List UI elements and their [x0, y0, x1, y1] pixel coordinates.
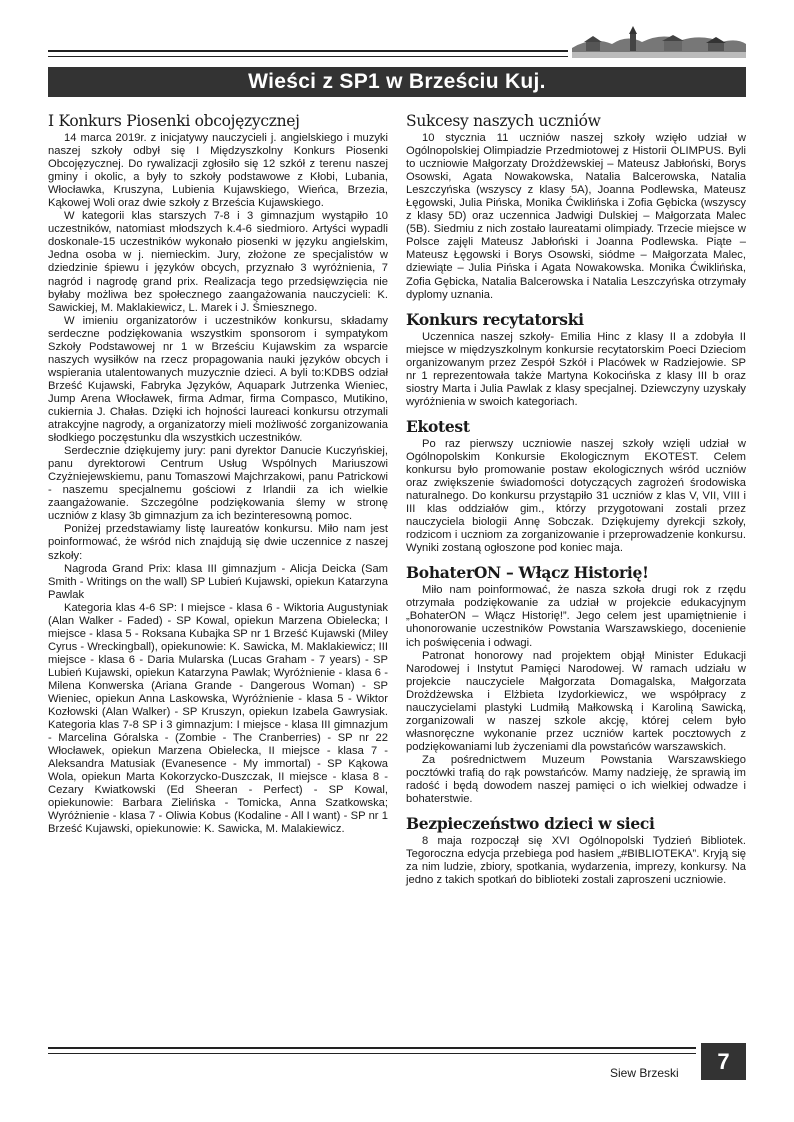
publication-name: Siew Brzeski [610, 1066, 679, 1080]
paragraph: Serdecznie dziękujemy jury: pani dyrektor Danucie Kuczyńskiej, panu dyrektorowi Centrum Usług Wspólnych Mariuszowi Czyżniejewskiemu, panu Tomaszowi Majchrzakowi, panu Patrickowi - naszemu specjalnemu gościowi z Irlandii za ich wielkie zaangażowanie. Szczególne podziękowania ślemy w stronę uczniów z klasy 3b gimnazjum za ich bezinteresowną pomoc. [48, 445, 388, 523]
paragraph: Kategoria klas 4-6 SP: I miejsce - klasa 6 - Wiktoria Augustyniak (Alan Walker - Faded) - SP Kowal, opiekun Marzena Obielecka; I miejsce - klasa 5 - Roksana Kubajka SP nr 1 Brześć Kujawski (Miley Cyrus - Wreckingball), opiekunowie: K. Sawicka, M. Maklakiewicz; III miejsce - klasa 6 - Daria Mularska (Lucas Graham - 7 years) - SP Lubień Kujawski, opiekun Katarzyna Pawlak; Wyróżnienie - klasa 6 - Milena Konwerska (Ariana Grande - Dangerous Woman) - SP Wieniec, opiekun Anna Laskowska, Wyróżnienie - klasa 5 - Wiktor Kozłowski (Alan Walker) - SP Kruszyn, opiekun Izabela Gawrysiak. Kategoria klas 7-8 SP i 3 gimnazjum: I miejsce - klasa III gimnazjum - Marcelina Góralska - (Zombie - The Cranberries) - SP nr 22 Włocławek, opiekun Marzena Obielecka, II miejsce - klasa 7 - Aleksandra Matusiak (Evanesence - My immortal) - SP Kąkowa Wola, opiekun Marta Kokorzycko-Duszczak, II miejsce - klasa 8 - Cezary Kwiatkowski (Ed Sheeran - Perfect) - SP Kowal, opiekunowie: Barbara Zielińska - Tomicka, Anna Szatkowska; Wyróżnienie - klasa 7 - Oliwia Kobus (Kodaline - All I want) - SP nr 1 Brześć Kujawski, opiekunowie: K. Sawicka, M. Malakiewicz. [48, 601, 388, 836]
page-number: 7 [701, 1043, 746, 1080]
paragraph: W kategorii klas starszych 7-8 i 3 gimnazjum wystąpiło 10 uczestników, natomiast młodszych k.4-6 siedmioro. Artyści wypadli doskonale-15 uczestników wykonało piosenki w języku angielskim, Jedna osoba w j. niemieckim. Jury, złożone ze specjalistów w dziedzinie śpiewu i języków obcych, przyznało 3 wyróżnienia, 7 nagród i nagrodę grand prix. Realizacja tego przedsięwzięcia nie byłaby możliwa bez społecznego zaangażowania nauczycieli: K. Sawickiej, M. Maklakiewicz, L. Marek i J. Śmiesznego. [48, 210, 388, 314]
article-title: BohaterON – Włącz Historię! [406, 563, 649, 583]
paragraph: Poniżej przedstawiamy listę laureatów konkursu. Miło nam jest poinformować, że wśród nich znajdują się dwie uczennice z naszej szkoły: [48, 523, 388, 562]
paragraph: Patronat honorowy nad projektem objął Minister Edukacji Narodowej i Instytut Pamięci Narodowej. W ramach udziału w projekcie nauczyciele Małgorzata Domagalska, Małgorzata Drożdżewska i Elżbieta Izydorkiewicz, we współpracy z nauczycielami plastyki Ludmiłą Małkowską i Karoliną Sawicką, zorganizowali w naszej szkole akcję, której celem było własnoręczne wykonanie przez uczniów kartek pocztowych z podziękowaniami lub życzeniami dla powstańców warszawskich. [406, 649, 746, 753]
left-column [48, 112, 388, 837]
article-title: Sukcesy naszych uczniów [406, 112, 601, 130]
paragraph: Za pośrednictwem Muzeum Powstania Warszawskiego pocztówki trafią do rąk powstańców. Mamy nadzieję, że sprawią im radość i będą dowodem naszej pamięci o ich wielkiej odwadze i bohaterstwie. [406, 753, 746, 806]
paragraph: Miło nam poinformować, że nasza szkoła drugi rok z rzędu otrzymała podziękowanie za udział w projekcie edukacyjnym „BohaterON – Włącz Historię!”. Jego celem jest upamiętnienie i uhonorowanie uczestników Powstania Warszawskiego, docenienie ich poświęcenia i odwagi. [406, 584, 746, 649]
article-title: I Konkurs Piosenki obcojęzycznej [48, 112, 300, 130]
article-section [406, 418, 746, 555]
paragraph: 14 marca 2019r. z inicjatywy nauczycieli j. angielskiego i muzyki naszej szkoły odbył się I Międzyszkolny Konkurs Piosenki Obcojęzycznej. Do rywalizacji zgłosiło się 12 szkół z terenu naszej gminy i okolic, a były to szkoły podstawowe z Kłobi, Lubania, Włocławka, Kruszyna, Lubienia Kujawskiego, Wieńca, Brzezia, Kąkowej Woli oraz dwie szkoły z Brześcia Kujawskiego. [48, 132, 388, 210]
article-section [406, 564, 746, 806]
paragraph: Uczennica naszej szkoły- Emilia Hinc z klasy II a zdobyła II miejsce w międzyszkolnym konkursie recytatorskim Poeci Dzieciom organizowanym przez Zespół Szkół i Placówek w Radziejowie. SP nr 1 reprezentowała także Martyna Kokocińska z klasy III b oraz siostry Marta i Julia Pawlak z klasy specjalnej. Dziewczyny uzyskały wyróżnienia w swoich kategoriach. [406, 330, 746, 408]
article-title: Konkurs recytatorski [406, 309, 584, 329]
article-section [406, 112, 746, 302]
paragraph: Nagroda Grand Prix: klasa III gimnazjum - Alicja Deicka (Sam Smith - Writings on the wall) SP Lubień Kujawski, opiekun Katarzyna Pawlak [48, 562, 388, 601]
section-banner: Wieści z SP1 w Brześciu Kuj. [48, 67, 746, 97]
article-title: Ekotest [406, 416, 470, 436]
article-title: Bezpieczeństwo dzieci w sieci [406, 814, 655, 834]
article-section [406, 311, 746, 409]
header-rule-thin [48, 56, 568, 57]
right-column [406, 112, 746, 887]
paragraph: 8 maja rozpoczął się XVI Ogólnopolski Tydzień Bibliotek. Tegoroczna edycja przebiega pod hasłem „#BIBLIOTEKA”. Kryją się za nim ludzie, zbiory, spotkania, wydarzenia, imprezy, konkursy. Na jedno z takich spotkań do biblioteki zostali zaproszeni uczniowie. [406, 835, 746, 887]
village-skyline-image [572, 24, 746, 58]
footer-rule-thin [48, 1053, 696, 1054]
paragraph: Po raz pierwszy uczniowie naszej szkoły wzięli udział w Ogólnopolskim Konkursie Ekologicznym EKOTEST. Celem konkursu było promowanie postaw ekologicznych wśród uczniów oraz zwiększenie świadomości dotyczących zagrożeń środowiska naturalnego. Do konkursu przystąpiło 31 uczniów z klas V, VII, VIII i III klas oddziałów gim., którzy przygotowani zostali przez nauczyciela biologii Annę Sobczak. Dziękujemy dyrekcji szkoły, rodzicom i uczniom za zorganizowanie i przeprowadzenie konkursu. Wyniki zostaną ogłoszone pod koniec maja. [406, 437, 746, 555]
footer-rule [48, 1047, 696, 1049]
header-rule [48, 50, 568, 52]
article-section [406, 815, 746, 887]
paragraph: W imieniu organizatorów i uczestników konkursu, składamy serdeczne podziękowania wszystkim sponsorom i sympatykom Szkoły Podstawowej nr 1 w Brześciu Kujawskim za wsparcie naszych wysiłków na rzecz propagowania nauki języków obcych i wspierania utalentowanych muzycznie dzieci. A byli to:KDBS odział Brześć Kujawski, Fabryka Języków, Aquapark Jutrzenka Wieniec, Jump Arena Włocławek, firma Admar, firma Compasco, Mutikino, cukiernia J. Chałas. Dzięki ich hojności laureaci konkursu otrzymali atrakcyjne nagrody, a organizatorzy mieli możliwość zorganizowania słodkiego poczęstunku dla wszystkich uczestników. [48, 314, 388, 445]
paragraph: 10 stycznia 11 uczniów naszej szkoły wzięło udział w Ogólnopolskiej Olimpiadzie Przedmiotowej z Historii OLIMPUS. Byli to uczniowie Małgorzaty Drożdżewskiej – Mateusz Jabłoński, Borys Osowski, Agata Nowakowska, Natalia Balcerowska, Natalia Leszczyńska (wszyscy z klasy 5A), Joanna Podlewska, Mateusz Łęgowski, Julia Pińska, Monika Ćwiklińska i Zofia Gębicka (wszyscy z klasy 5D) oraz uczennica Jadwigi Dulskiej – Małgorzata Malec (5B). Siedmiu z nich zostało laureatami olimpiady. Trzecie miejsce w Polsce zajęli Mateusz Jabłoński i Joanna Podlewska. Piąte – Mateusz Łęgowski i Borys Osowski, siódme – Małgorzata Malec, dziewiąte – Julia Pińska i Agata Nowakowska. Monika Ćwiklińska, Zofia Gębicka, Natalia Balcerowska i Natalia Leszczyńska otrzymały dyplomy uznania. [406, 132, 746, 301]
